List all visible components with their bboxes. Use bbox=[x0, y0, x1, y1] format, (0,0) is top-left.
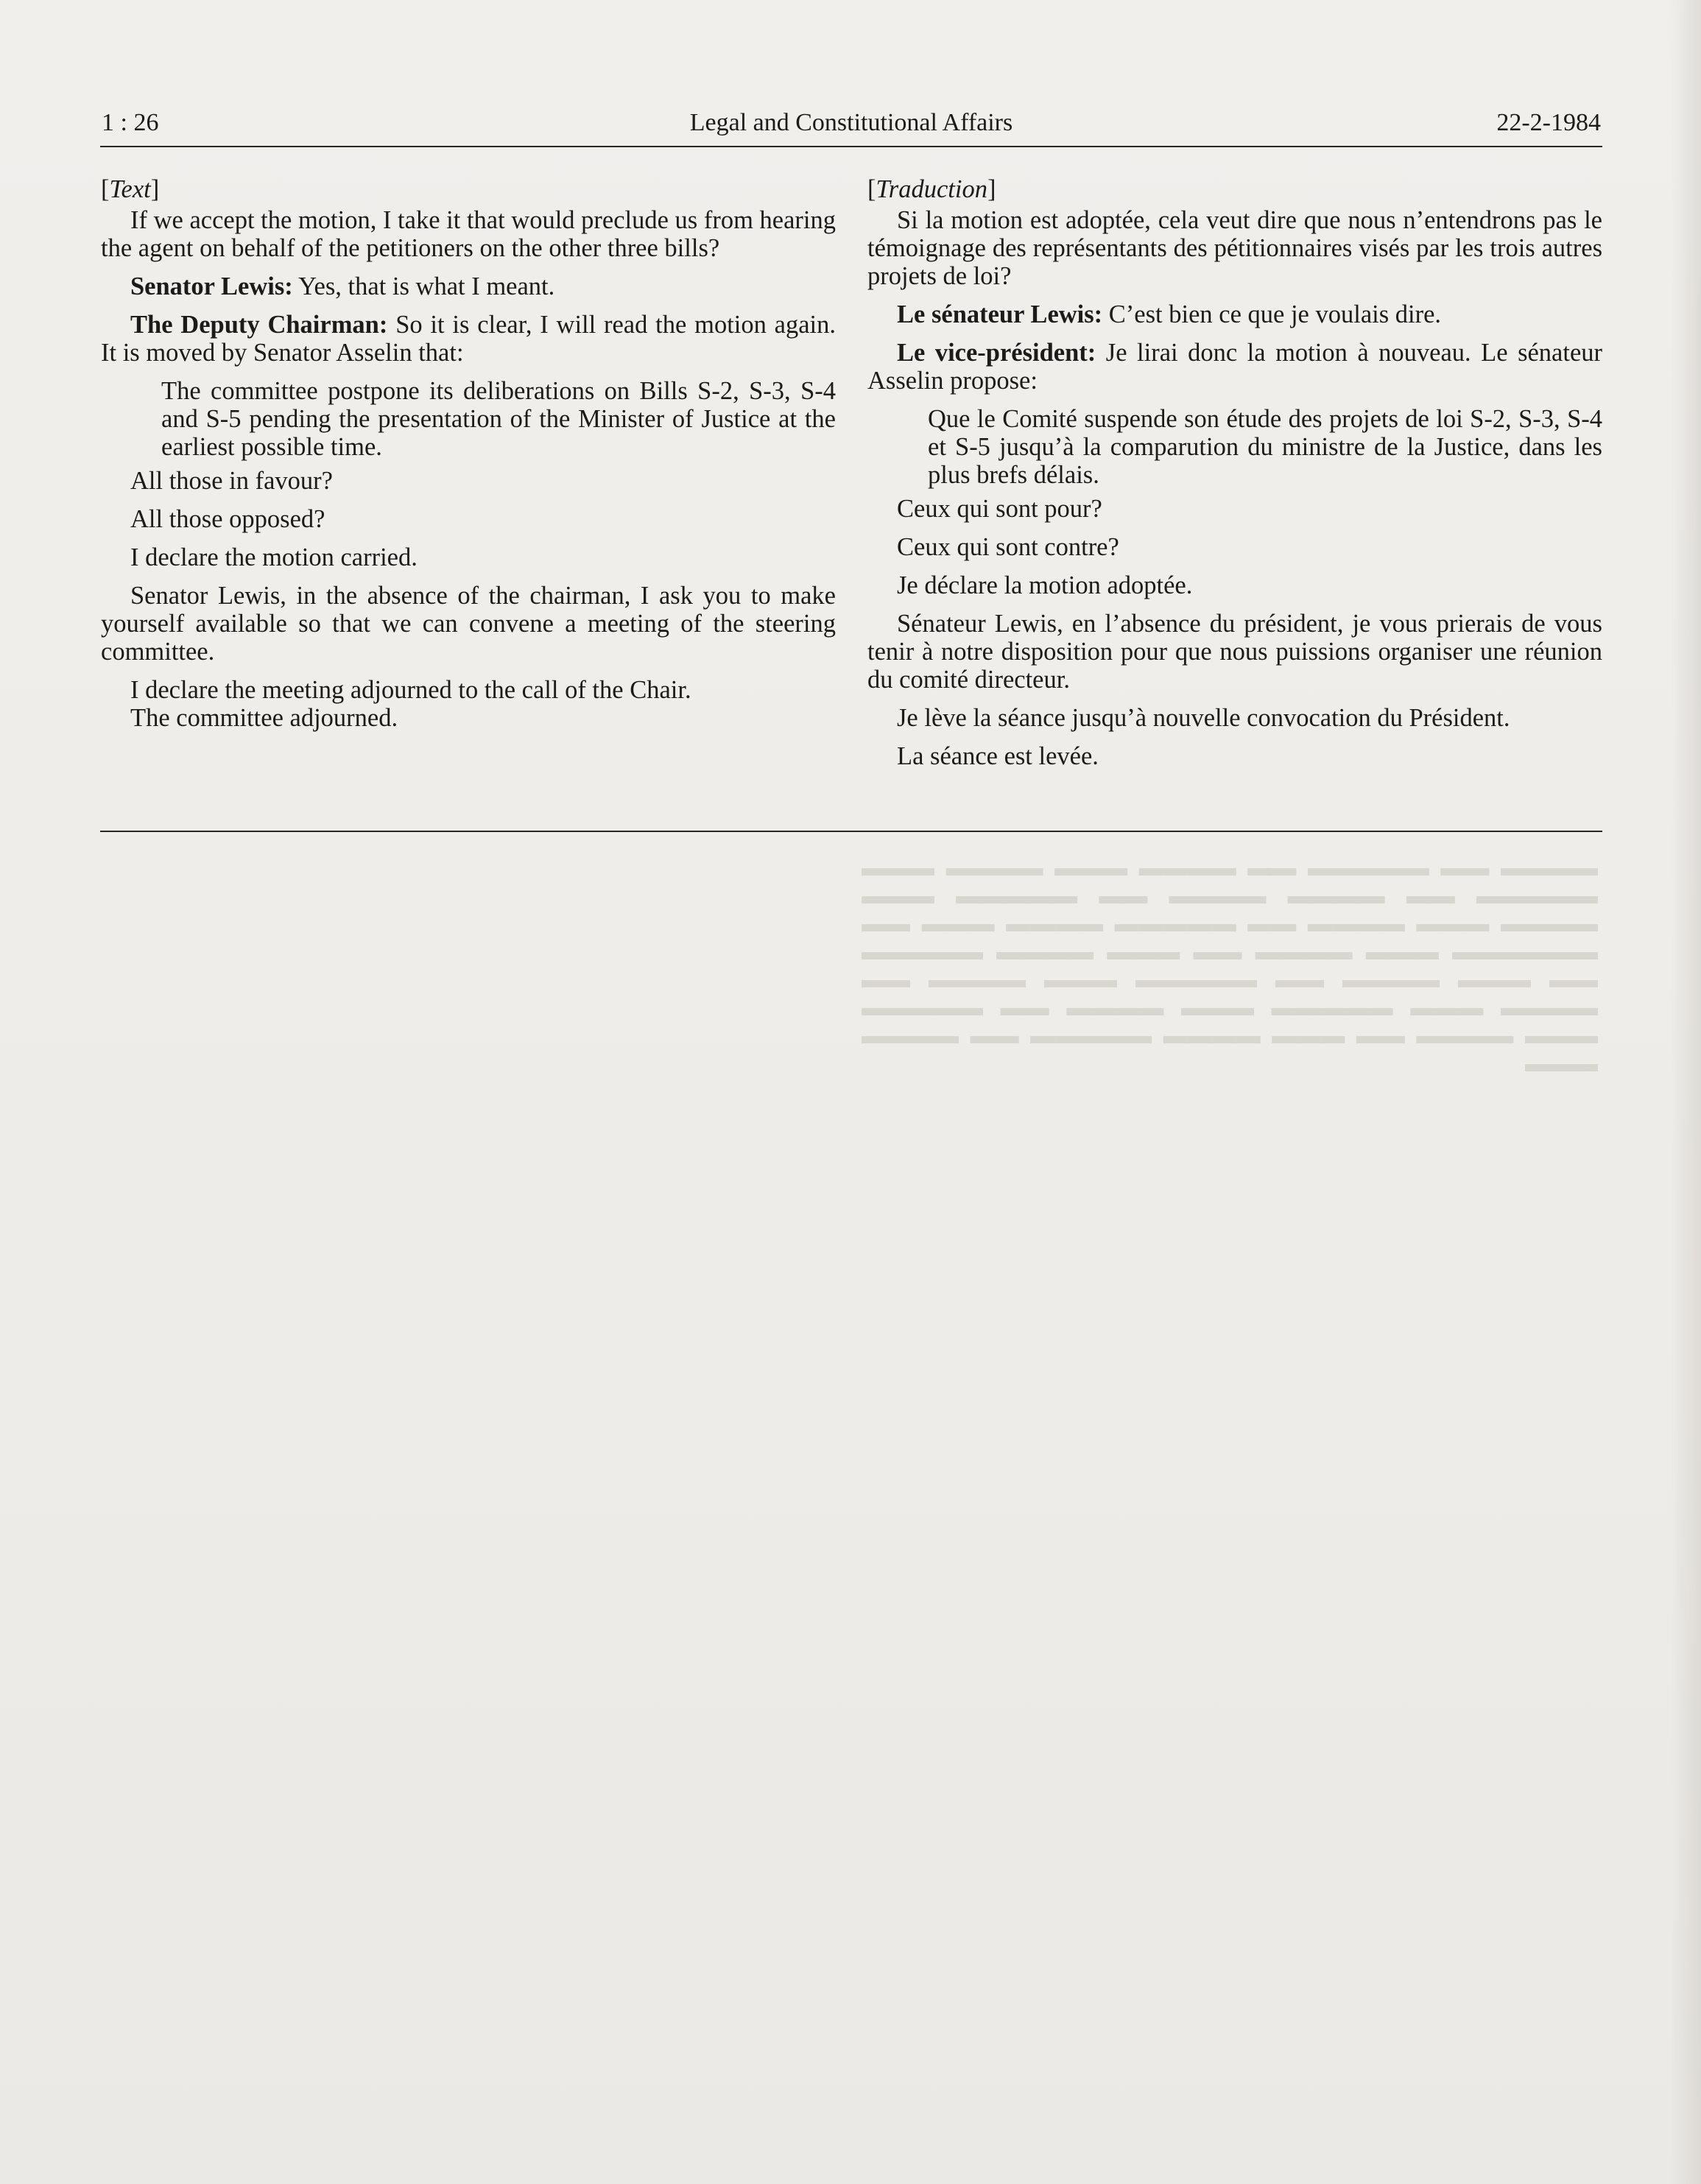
translation-tag-label: Traduction bbox=[876, 175, 987, 203]
text-tag-label: Text bbox=[109, 175, 151, 203]
line-in-favour: All those in favour? bbox=[130, 467, 333, 495]
paragraph-question: If we accept the motion, I take it that would preclude us from hearing the agent on behalf of the petitioners on the other three bills? bbox=[101, 206, 836, 262]
line-session-closed: La séance est levée. bbox=[897, 742, 1099, 770]
page-header bbox=[102, 105, 1601, 141]
paragraph-lewis-reply: Senator Lewis: Yes, that is what I meant. bbox=[130, 272, 555, 300]
french-column bbox=[867, 175, 1602, 770]
line-motion-carried: Je déclare la motion adoptée. bbox=[897, 571, 1193, 599]
header-date: 22-2-1984 bbox=[1496, 109, 1601, 136]
motion-quote: The committee postpone its deliberations on Bills S-2, S-3, S-4 and S-5 pending the presentation of the Minister of Justice at the earliest possible time. bbox=[161, 377, 836, 461]
line-motion-carried: I declare the motion carried. bbox=[130, 543, 418, 571]
paragraph-steering-committee: Sénateur Lewis, en l’absence du président, je vous prierais de vous tenir à notre disposition pour que nous puissions organiser une réunion du comité directeur. bbox=[867, 610, 1602, 694]
section-end-rule bbox=[100, 831, 1602, 832]
paragraph-lewis-reply: Le sénateur Lewis: C’est bien ce que je voulais dire. bbox=[897, 300, 1442, 328]
speaker-name: Le sénateur Lewis: bbox=[897, 300, 1103, 328]
line-committee-adjourned: The committee adjourned. bbox=[130, 704, 398, 732]
line-in-favour: Ceux qui sont pour? bbox=[897, 495, 1102, 523]
line-opposed: Ceux qui sont contre? bbox=[897, 533, 1119, 561]
line-meeting-adjourned: Je lève la séance jusqu’à nouvelle convocation du Président. bbox=[897, 704, 1510, 732]
header-rule bbox=[100, 146, 1602, 147]
paragraph-deputy-chairman: The Deputy Chairman: So it is clear, I will read the motion again. It is moved by Senator Asselin that: bbox=[101, 311, 837, 367]
speaker-name: Senator Lewis: bbox=[130, 272, 293, 300]
text-tag: [Text] bbox=[101, 175, 160, 203]
publication-title: Legal and Constitutional Affairs bbox=[689, 109, 1013, 136]
page-number: 1 : 26 bbox=[102, 109, 159, 136]
paragraph-question: Si la motion est adoptée, cela veut dire que nous n’entendrons pas le témoignage des représentants des pétitionnaires visés par les trois autres projets de loi? bbox=[867, 206, 1602, 290]
speaker-name: The Deputy Chairman: bbox=[130, 311, 388, 339]
line-opposed: All those opposed? bbox=[130, 505, 325, 533]
page-edge-shadow bbox=[1670, 0, 1701, 2184]
line-meeting-adjourned: I declare the meeting adjourned to the call of the Chair. bbox=[130, 676, 691, 704]
paragraph-steering-committee: Senator Lewis, in the absence of the chairman, I ask you to make yourself available so that we can convene a meeting of the steering committee. bbox=[101, 582, 836, 666]
motion-quote: Que le Comité suspende son étude des projets de loi S-2, S-3, S-4 et S-5 jusqu’à la comparution du ministre de la Justice, dans les plus brefs délais. bbox=[928, 405, 1602, 489]
speaker-name: Le vice-président: bbox=[897, 339, 1096, 367]
translation-tag: [Traduction] bbox=[867, 175, 996, 203]
paragraph-deputy-chairman: Le vice-président: Je lirai donc la motion à nouveau. Le sénateur Asselin propose: bbox=[867, 339, 1603, 395]
english-column bbox=[101, 175, 836, 732]
reverse-side-bleed-through: ▬▬▬▬ ▬▬ ▬▬▬▬▬ ▬▬ ▬▬▬▬ ▬▬▬ ▬▬▬▬ ▬▬▬ ▬▬▬▬▬ ▬▬ ▬▬▬▬ ▬▬▬▬ ▬▬ ▬▬▬▬▬ ▬▬▬ ▬▬▬▬ ▬▬▬ ▬▬▬▬ ▬▬ ▬▬▬▬▬ ▬▬▬▬ ▬▬▬ ▬▬ ▬▬▬▬▬▬ ▬▬▬ ▬▬▬▬ ▬▬ ▬▬▬ ▬▬▬▬ ▬▬▬▬▬ ▬▬ ▬▬▬ ▬▬▬▬ ▬▬ ▬▬▬▬▬ ▬▬▬ ▬▬▬▬ ▬▬ ▬▬▬▬ ▬▬▬ ▬▬▬▬▬ ▬▬▬ ▬▬▬▬ ▬▬ ▬▬▬▬▬ ▬▬▬ ▬▬▬▬ ▬▬ ▬▬▬ ▬▬▬▬ ▬▬▬▬▬ ▬▬ ▬▬▬▬ ▬▬▬ bbox=[862, 855, 1598, 1077]
